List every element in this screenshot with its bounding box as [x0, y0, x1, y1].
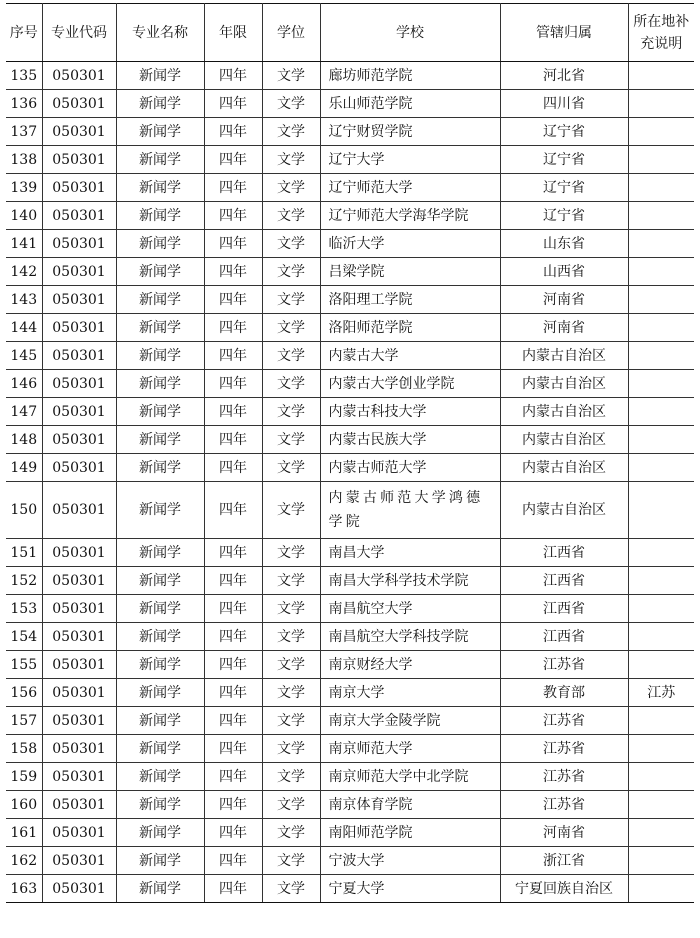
cell-degree: 文学: [262, 174, 320, 202]
cell-jurisdiction: 辽宁省: [500, 146, 628, 174]
cell-school: 内蒙古民族大学: [320, 426, 500, 454]
table-row: [6, 482, 694, 539]
header-location-note: 所在地补充说明: [628, 4, 694, 62]
cell-school: 辽宁财贸学院: [320, 118, 500, 146]
header-major-code: 专业代码: [42, 4, 116, 62]
cell-school: 南京财经大学: [320, 651, 500, 679]
cell-major-name: 新闻学: [116, 847, 204, 875]
cell-major-name: 新闻学: [116, 314, 204, 342]
cell-index: 152: [6, 567, 42, 595]
cell-major-code: 050301: [42, 286, 116, 314]
cell-major-code: 050301: [42, 735, 116, 763]
header-duration: 年限: [204, 4, 262, 62]
table-body: [6, 62, 694, 903]
cell-jurisdiction: 内蒙古自治区: [500, 342, 628, 370]
cell-duration: 四年: [204, 454, 262, 482]
cell-degree: 文学: [262, 286, 320, 314]
cell-major-name: 新闻学: [116, 174, 204, 202]
cell-major-code: 050301: [42, 567, 116, 595]
cell-major-name: 新闻学: [116, 146, 204, 174]
cell-major-name: 新闻学: [116, 735, 204, 763]
cell-degree: 文学: [262, 398, 320, 426]
cell-location-note: [628, 482, 694, 539]
cell-major-code: 050301: [42, 398, 116, 426]
cell-major-code: 050301: [42, 707, 116, 735]
cell-school: 廊坊师范学院: [320, 62, 500, 90]
cell-major-code: 050301: [42, 595, 116, 623]
cell-school: 南昌大学科学技术学院: [320, 567, 500, 595]
cell-location-note: [628, 539, 694, 567]
cell-school: 宁波大学: [320, 847, 500, 875]
cell-school: 辽宁师范大学海华学院: [320, 202, 500, 230]
cell-jurisdiction: 江苏省: [500, 791, 628, 819]
cell-degree: 文学: [262, 426, 320, 454]
cell-duration: 四年: [204, 370, 262, 398]
table-row: [6, 539, 694, 567]
cell-major-name: 新闻学: [116, 342, 204, 370]
cell-duration: 四年: [204, 258, 262, 286]
table-row: [6, 258, 694, 286]
table-row: [6, 763, 694, 791]
table-row: [6, 735, 694, 763]
cell-location-note: [628, 791, 694, 819]
cell-location-note: [628, 146, 694, 174]
cell-index: 141: [6, 230, 42, 258]
cell-school: 内蒙古师范大学鸿德学院: [320, 482, 500, 539]
cell-location-note: [628, 342, 694, 370]
cell-major-code: 050301: [42, 202, 116, 230]
cell-duration: 四年: [204, 426, 262, 454]
cell-jurisdiction: 浙江省: [500, 847, 628, 875]
cell-jurisdiction: 山西省: [500, 258, 628, 286]
cell-major-code: 050301: [42, 623, 116, 651]
cell-jurisdiction: 内蒙古自治区: [500, 426, 628, 454]
cell-major-name: 新闻学: [116, 90, 204, 118]
cell-index: 157: [6, 707, 42, 735]
cell-location-note: [628, 174, 694, 202]
cell-school: 洛阳理工学院: [320, 286, 500, 314]
university-major-table: [6, 3, 694, 903]
cell-duration: 四年: [204, 707, 262, 735]
cell-duration: 四年: [204, 819, 262, 847]
cell-duration: 四年: [204, 735, 262, 763]
cell-major-name: 新闻学: [116, 791, 204, 819]
cell-major-code: 050301: [42, 62, 116, 90]
cell-major-code: 050301: [42, 454, 116, 482]
cell-jurisdiction: 辽宁省: [500, 118, 628, 146]
cell-jurisdiction: 河南省: [500, 314, 628, 342]
cell-jurisdiction: 江西省: [500, 595, 628, 623]
cell-degree: 文学: [262, 146, 320, 174]
cell-index: 145: [6, 342, 42, 370]
header-school: 学校: [320, 4, 500, 62]
cell-school: 南阳师范学院: [320, 819, 500, 847]
cell-major-name: 新闻学: [116, 819, 204, 847]
cell-degree: 文学: [262, 370, 320, 398]
cell-duration: 四年: [204, 398, 262, 426]
cell-major-name: 新闻学: [116, 707, 204, 735]
cell-major-name: 新闻学: [116, 651, 204, 679]
cell-jurisdiction: 内蒙古自治区: [500, 398, 628, 426]
cell-location-note: [628, 595, 694, 623]
cell-school: 洛阳师范学院: [320, 314, 500, 342]
cell-school: 内蒙古科技大学: [320, 398, 500, 426]
table-header-row: [6, 4, 694, 62]
header-major-name: 专业名称: [116, 4, 204, 62]
cell-jurisdiction: 江西省: [500, 623, 628, 651]
cell-duration: 四年: [204, 623, 262, 651]
cell-major-code: 050301: [42, 482, 116, 539]
cell-location-note: [628, 819, 694, 847]
table-row: [6, 230, 694, 258]
cell-location-note: [628, 847, 694, 875]
cell-degree: 文学: [262, 230, 320, 258]
cell-major-name: 新闻学: [116, 62, 204, 90]
cell-school: 南京体育学院: [320, 791, 500, 819]
cell-jurisdiction: 河南省: [500, 819, 628, 847]
table-row: [6, 342, 694, 370]
cell-location-note: [628, 314, 694, 342]
cell-major-name: 新闻学: [116, 202, 204, 230]
cell-jurisdiction: 江西省: [500, 539, 628, 567]
cell-index: 143: [6, 286, 42, 314]
cell-school: 南京师范大学: [320, 735, 500, 763]
cell-index: 150: [6, 482, 42, 539]
table-row: [6, 202, 694, 230]
cell-degree: 文学: [262, 454, 320, 482]
table-row: [6, 62, 694, 90]
cell-duration: 四年: [204, 174, 262, 202]
cell-jurisdiction: 江苏省: [500, 763, 628, 791]
cell-duration: 四年: [204, 118, 262, 146]
table-row: [6, 819, 694, 847]
cell-major-name: 新闻学: [116, 679, 204, 707]
cell-duration: 四年: [204, 595, 262, 623]
cell-location-note: [628, 286, 694, 314]
cell-school: 吕梁学院: [320, 258, 500, 286]
cell-index: 160: [6, 791, 42, 819]
cell-school: 南京大学: [320, 679, 500, 707]
cell-major-code: 050301: [42, 679, 116, 707]
header-degree: 学位: [262, 4, 320, 62]
cell-degree: 文学: [262, 623, 320, 651]
cell-location-note: [628, 623, 694, 651]
table-row: [6, 174, 694, 202]
table-row: [6, 118, 694, 146]
cell-major-name: 新闻学: [116, 539, 204, 567]
cell-degree: 文学: [262, 567, 320, 595]
cell-major-name: 新闻学: [116, 454, 204, 482]
table-row: [6, 426, 694, 454]
cell-location-note: [628, 875, 694, 903]
cell-index: 159: [6, 763, 42, 791]
cell-degree: 文学: [262, 314, 320, 342]
cell-jurisdiction: 内蒙古自治区: [500, 370, 628, 398]
cell-school: 南昌航空大学: [320, 595, 500, 623]
cell-degree: 文学: [262, 90, 320, 118]
cell-major-name: 新闻学: [116, 370, 204, 398]
cell-duration: 四年: [204, 567, 262, 595]
cell-index: 139: [6, 174, 42, 202]
cell-degree: 文学: [262, 202, 320, 230]
table-row: [6, 454, 694, 482]
cell-jurisdiction: 山东省: [500, 230, 628, 258]
cell-degree: 文学: [262, 819, 320, 847]
cell-duration: 四年: [204, 875, 262, 903]
cell-school: 临沂大学: [320, 230, 500, 258]
cell-location-note: [628, 202, 694, 230]
cell-school: 宁夏大学: [320, 875, 500, 903]
cell-major-name: 新闻学: [116, 118, 204, 146]
cell-index: 161: [6, 819, 42, 847]
cell-duration: 四年: [204, 90, 262, 118]
cell-duration: 四年: [204, 146, 262, 174]
cell-jurisdiction: 江苏省: [500, 707, 628, 735]
cell-location-note: [628, 258, 694, 286]
cell-degree: 文学: [262, 707, 320, 735]
cell-location-note: [628, 230, 694, 258]
cell-index: 151: [6, 539, 42, 567]
table-row: [6, 847, 694, 875]
cell-index: 138: [6, 146, 42, 174]
cell-duration: 四年: [204, 679, 262, 707]
cell-index: 163: [6, 875, 42, 903]
cell-location-note: 江苏: [628, 679, 694, 707]
cell-school: 辽宁师范大学: [320, 174, 500, 202]
cell-degree: 文学: [262, 679, 320, 707]
cell-degree: 文学: [262, 62, 320, 90]
table-row: [6, 567, 694, 595]
cell-index: 149: [6, 454, 42, 482]
table-row: [6, 398, 694, 426]
cell-degree: 文学: [262, 791, 320, 819]
cell-index: 146: [6, 370, 42, 398]
cell-duration: 四年: [204, 230, 262, 258]
cell-major-name: 新闻学: [116, 875, 204, 903]
cell-major-code: 050301: [42, 118, 116, 146]
cell-location-note: [628, 707, 694, 735]
cell-index: 153: [6, 595, 42, 623]
cell-index: 162: [6, 847, 42, 875]
cell-school: 南昌大学: [320, 539, 500, 567]
cell-jurisdiction: 内蒙古自治区: [500, 454, 628, 482]
cell-major-name: 新闻学: [116, 623, 204, 651]
cell-school: 南京大学金陵学院: [320, 707, 500, 735]
cell-duration: 四年: [204, 539, 262, 567]
cell-duration: 四年: [204, 342, 262, 370]
cell-degree: 文学: [262, 342, 320, 370]
table-row: [6, 875, 694, 903]
cell-degree: 文学: [262, 118, 320, 146]
cell-index: 156: [6, 679, 42, 707]
cell-school: 乐山师范学院: [320, 90, 500, 118]
cell-location-note: [628, 735, 694, 763]
cell-jurisdiction: 江西省: [500, 567, 628, 595]
cell-major-name: 新闻学: [116, 426, 204, 454]
cell-major-code: 050301: [42, 426, 116, 454]
cell-school: 内蒙古大学创业学院: [320, 370, 500, 398]
cell-major-code: 050301: [42, 791, 116, 819]
table-row: [6, 651, 694, 679]
cell-location-note: [628, 370, 694, 398]
cell-major-name: 新闻学: [116, 763, 204, 791]
table-row: [6, 679, 694, 707]
cell-major-name: 新闻学: [116, 567, 204, 595]
cell-degree: 文学: [262, 847, 320, 875]
cell-jurisdiction: 四川省: [500, 90, 628, 118]
table-row: [6, 623, 694, 651]
cell-major-code: 050301: [42, 342, 116, 370]
cell-jurisdiction: 辽宁省: [500, 202, 628, 230]
cell-jurisdiction: 辽宁省: [500, 174, 628, 202]
cell-degree: 文学: [262, 651, 320, 679]
cell-major-code: 050301: [42, 370, 116, 398]
cell-location-note: [628, 118, 694, 146]
cell-major-name: 新闻学: [116, 230, 204, 258]
header-index: 序号: [6, 4, 42, 62]
cell-index: 135: [6, 62, 42, 90]
cell-school: 辽宁大学: [320, 146, 500, 174]
cell-location-note: [628, 763, 694, 791]
cell-major-code: 050301: [42, 230, 116, 258]
cell-major-code: 050301: [42, 651, 116, 679]
cell-degree: 文学: [262, 595, 320, 623]
cell-jurisdiction: 江苏省: [500, 651, 628, 679]
cell-location-note: [628, 651, 694, 679]
cell-duration: 四年: [204, 847, 262, 875]
cell-index: 148: [6, 426, 42, 454]
cell-duration: 四年: [204, 202, 262, 230]
cell-degree: 文学: [262, 482, 320, 539]
table-row: [6, 146, 694, 174]
cell-major-name: 新闻学: [116, 482, 204, 539]
table-row: [6, 90, 694, 118]
cell-major-name: 新闻学: [116, 595, 204, 623]
cell-location-note: [628, 90, 694, 118]
cell-duration: 四年: [204, 314, 262, 342]
cell-duration: 四年: [204, 482, 262, 539]
cell-degree: 文学: [262, 875, 320, 903]
cell-duration: 四年: [204, 62, 262, 90]
cell-location-note: [628, 454, 694, 482]
document-page: [6, 3, 694, 903]
cell-major-code: 050301: [42, 258, 116, 286]
cell-major-name: 新闻学: [116, 286, 204, 314]
cell-index: 155: [6, 651, 42, 679]
cell-major-code: 050301: [42, 90, 116, 118]
cell-location-note: [628, 62, 694, 90]
cell-major-name: 新闻学: [116, 398, 204, 426]
table-row: [6, 370, 694, 398]
cell-jurisdiction: 教育部: [500, 679, 628, 707]
cell-jurisdiction: 宁夏回族自治区: [500, 875, 628, 903]
cell-major-code: 050301: [42, 763, 116, 791]
table-row: [6, 286, 694, 314]
cell-major-code: 050301: [42, 314, 116, 342]
header-jurisdiction: 管辖归属: [500, 4, 628, 62]
cell-major-code: 050301: [42, 539, 116, 567]
cell-index: 136: [6, 90, 42, 118]
cell-duration: 四年: [204, 286, 262, 314]
cell-major-code: 050301: [42, 847, 116, 875]
cell-degree: 文学: [262, 258, 320, 286]
table-row: [6, 707, 694, 735]
cell-school: 内蒙古师范大学: [320, 454, 500, 482]
cell-duration: 四年: [204, 791, 262, 819]
table-row: [6, 791, 694, 819]
cell-index: 142: [6, 258, 42, 286]
cell-index: 140: [6, 202, 42, 230]
cell-location-note: [628, 426, 694, 454]
cell-jurisdiction: 江苏省: [500, 735, 628, 763]
cell-index: 147: [6, 398, 42, 426]
cell-major-name: 新闻学: [116, 258, 204, 286]
cell-duration: 四年: [204, 763, 262, 791]
cell-major-code: 050301: [42, 819, 116, 847]
table-row: [6, 595, 694, 623]
cell-index: 137: [6, 118, 42, 146]
table-row: [6, 314, 694, 342]
cell-school: 内蒙古大学: [320, 342, 500, 370]
cell-duration: 四年: [204, 651, 262, 679]
cell-degree: 文学: [262, 539, 320, 567]
cell-degree: 文学: [262, 763, 320, 791]
cell-jurisdiction: 河北省: [500, 62, 628, 90]
cell-jurisdiction: 内蒙古自治区: [500, 482, 628, 539]
cell-location-note: [628, 567, 694, 595]
cell-major-code: 050301: [42, 146, 116, 174]
cell-index: 154: [6, 623, 42, 651]
cell-school: 南京师范大学中北学院: [320, 763, 500, 791]
cell-school: 南昌航空大学科技学院: [320, 623, 500, 651]
cell-location-note: [628, 398, 694, 426]
cell-major-code: 050301: [42, 875, 116, 903]
cell-jurisdiction: 河南省: [500, 286, 628, 314]
cell-index: 158: [6, 735, 42, 763]
cell-index: 144: [6, 314, 42, 342]
cell-degree: 文学: [262, 735, 320, 763]
cell-major-code: 050301: [42, 174, 116, 202]
